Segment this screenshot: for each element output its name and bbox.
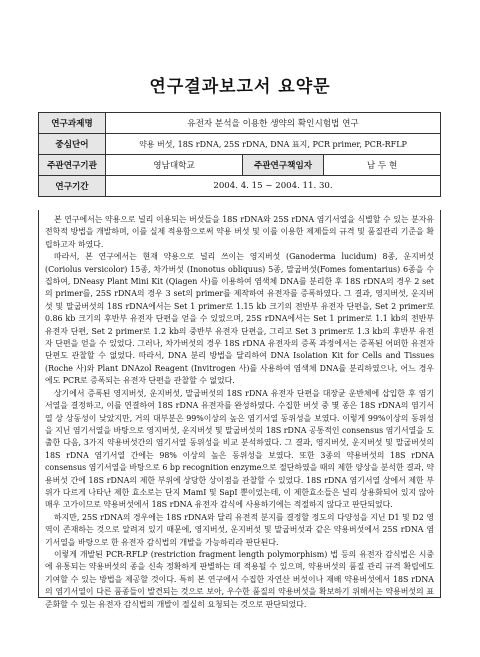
keywords-row: [39, 134, 441, 155]
summary-body: [38, 210, 441, 609]
paragraph-5: 이렇게 개발된 PCR-RFLP (restriction fragment length polymorphism) 법 등의 유전자 감식법은 시중에 유통되는 약용버섯의 종을 신속 정확하게 판별하는 데 적용될 수 있으며, 약용버섯의 품질 관리 규격 확립에도 기여할 수 있는 방법을 제공할 것이다. 특히 본 연구에서 수집한 자연산 버섯이나 재배 약용버섯에서 18S rDNA의 염기서열이 다른 품종들이 발견되는 것으로 보아, 우수한 품질의 약용버섯을 확보하기 위해서는 약용버섯의 표준화할 수 있는 유전자 감식법의 개발이 절실히 요청되는 것으로 판단되었다.: [45, 549, 434, 609]
page-title: 연구결과보고서 요약문: [149, 77, 331, 97]
keywords-value: 약용 버섯, 18S rDNA, 25S rDNA, DNA 표지, PCR primer, PCR-RFLP: [106, 134, 441, 155]
keywords-label: 중심단어: [39, 134, 106, 155]
paragraph-4: 하지만, 25S rDNA의 경우에는 18S rDNA와 달리 유전적 분지를 결정할 정도의 다양성을 지닌 D1 및 D2 영역이 존재하는 것으로 알려져 있기 때문에, 영지버섯, 운지버섯 및 말굽버섯과 같은 약용버섯에서 25S rDNA 염기서열을 바탕으로 한 유전자 감식법의 개발을 가능하리라 판단된다.: [45, 512, 434, 547]
pi-value: 남 두 현: [324, 155, 441, 176]
org-label: 주관연구기관: [39, 155, 106, 176]
org-row: [39, 155, 441, 176]
summary-info-table: [38, 112, 441, 197]
period-row: [39, 176, 441, 197]
paragraph-2: 따라서, 본 연구에서는 현재 약용으로 널리 쓰이는 영지버섯 (Ganoderma lucidum) 8종, 운지버섯 (Coriolus versicolor) 15종, 차가버섯 (Inonotus obliquus) 5종, 말굽버섯(Fomes fomentarius) 6종을 수집하여, DNeasy Plant Mini Kit (Qiagen 사)를 이용하여 염색체 DNA를 분리한 후 18S rDNA의 경우 2 set의 primer를, 25S rDNA의 경우 3 set의 primer를 제작하여 유전자를 증폭하였다. 그 결과, 영지버섯, 운지버섯 및 말굽버섯의 18S rDNA에서는 Set 1 primer로 1.15 kb 크기의 전반부 유전자 단편을, Set 2 primer로 0.86 kb 크기의 후반부 유전자 단편을 얻을 수 있었으며, 25S rDNA에서는 Set 1 primer로 1.1 kb의 전반부 유전자 단편, Set 2 primer로 1.2 kb의 중반부 유전자 단편을, 그리고 Set 3 primer로 1.3 kb의 후반부 유전자 단편을 얻을 수 있었다. 그러나, 차가버섯의 경우 18S rDNA 유전자의 증폭 과정에서는 증폭된 어떠한 유전자 단편도 관찰할 수 없었다. 따라서, DNA 분리 방법을 달리하여 DNA Isolation Kit for Cells and Tissues (Roche 사)와 Plant DNAzol Reagent (Invitrogen 사)를 사용하여 염색체 DNA를 분리하였으나, 어느 경우에도 PCR로 증폭되는 유전자 단편을 관찰할 수 없었다.: [45, 252, 434, 386]
paragraph-3: 상기에서 증폭된 영지버섯, 운지버섯, 말굽버섯의 18S rDNA 유전자 단편을 대장균 운반체에 삽입한 후 염기서열을 결정하고, 이를 연결하여 18S rDNA 유전자를 완성하였다. 수집한 버섯 중 몇 종은 18S rDNA의 염기서열 상 상동성이 낮았지만, 거의 대부분은 99%이상의 높은 염기서열 동위성을 보였다. 이렇게 99%이상의 동위성을 지닌 염기서열을 바탕으로 영지버섯, 운지버섯 및 말굽버섯의 18S rDNA 공통적인 consensus 염기서열을 도출한 다음, 3가지 약용버섯간의 염기서열 동위성을 비교 분석하였다. 그 결과, 영지버섯, 운지버섯 및 말굽버섯의 18S rDNA 염기서열 간에는 98% 이상의 높은 동위성을 보였다. 또한 3종의 약용버섯의 18S rDNA consensus 염기서열을 바탕으로 6 bp recognition enzyme으로 절단하였을 때의 제한 양상을 분석한 결과, 약용버섯 간에 18S rDNA의 제한 부위에 상당한 상이점을 관찰할 수 있었다. 18S rDNA 염기서열 상에서 제한 부위가 다르게 나타난 제한 효소로는 단지 MamI 및 SapI 뿐이었는데, 이 제한효소들은 널리 상용화되어 있지 않아 매우 고가이므로 약용버섯에서 18S rDNA 유전자 감식에 사용하기에는 적절하지 않다고 판단되었다.: [45, 388, 434, 510]
pi-label: 주관연구책임자: [243, 155, 324, 176]
project-value: 유전자 분석을 이용한 생약의 확인시험법 연구: [106, 113, 441, 134]
period-value: 2004. 4. 15 ~ 2004. 11. 30.: [106, 176, 441, 197]
project-label: 연구과제명: [39, 113, 106, 134]
project-row: [39, 113, 441, 134]
paragraph-1: 본 연구에서는 약용으로 널리 이용되는 버섯들을 18S rDNA와 25S rDNA 염기서열을 식별할 수 있는 분자유전학적 방법을 개발하며, 이를 실제 적용함으로써 약용 버섯 및 이를 이용한 제제들의 규격 및 품질관리 기준을 확립하고자 하였다.: [45, 215, 434, 249]
org-value: 영남대학교: [106, 155, 243, 176]
period-label: 연구기간: [39, 176, 106, 197]
